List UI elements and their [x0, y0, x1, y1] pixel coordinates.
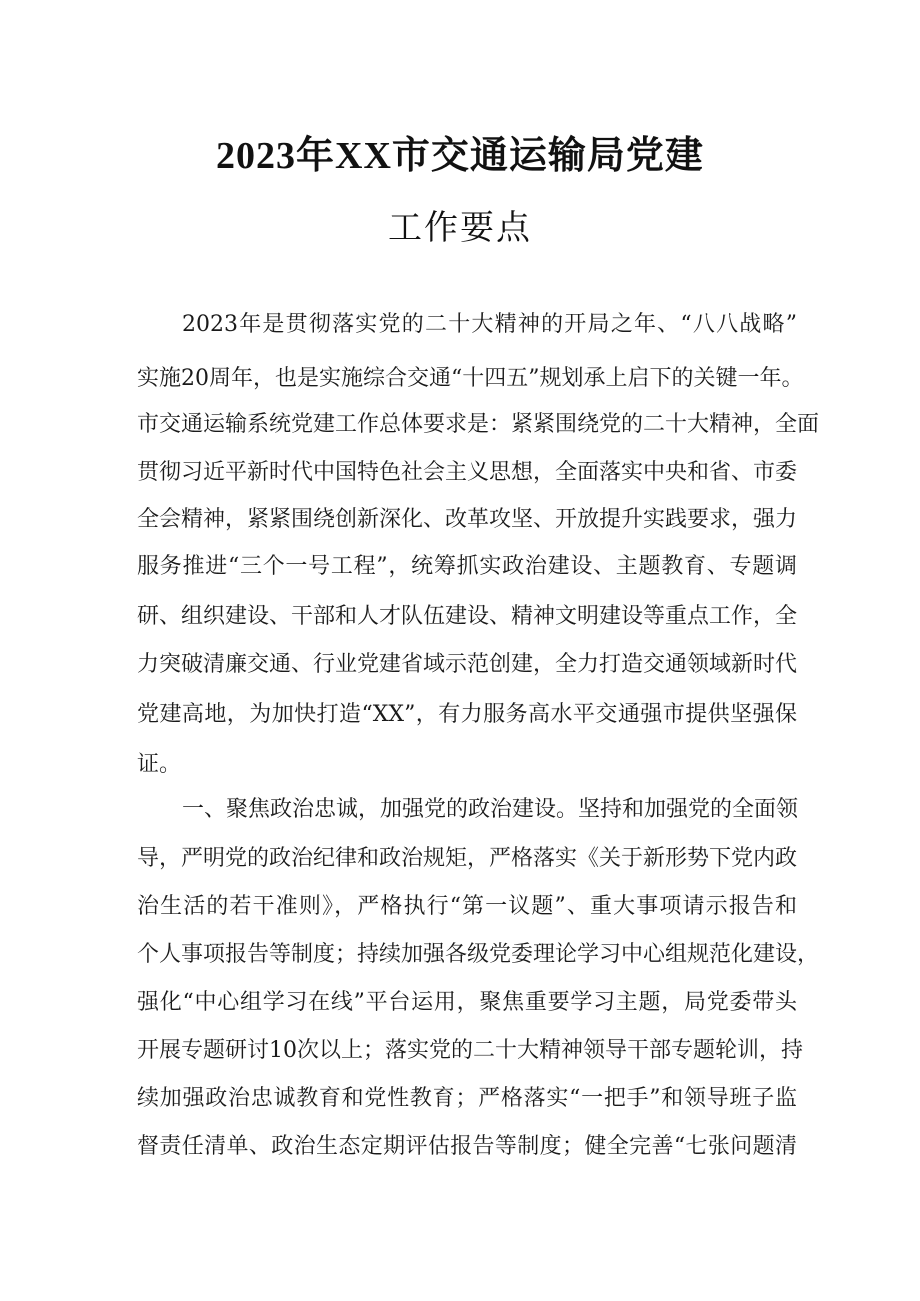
paragraph-1-line: 力突破清廉交通、行业党建省域示范创建，全力打造交通领域新时代: [137, 652, 798, 677]
paragraph-2-line: 督责任清单、政治生态定期评估报告等制度；健全完善“七张问题清: [137, 1134, 797, 1159]
document-title-line-1: 2023年XX市交通运输局党建: [216, 135, 704, 177]
paragraph-1-line: 全会精神，紧紧围绕创新深化、改革攻坚、开放提升实践要求，强力: [137, 507, 798, 532]
paragraph-2-line: 导，严明党的政治纪律和政治规矩，严格落实《关于新形势下党内政: [137, 846, 798, 871]
paragraph-1-line: 党建高地，为加快打造“XX”，有力服务高水平交通强市提供坚强保: [137, 702, 797, 727]
paragraph-2-line: 治生活的若干准则》，严格执行“第一议题”、重大事项请示报告和: [137, 894, 797, 919]
paragraph-1-line: 研、组织建设、干部和人才队伍建设、精神文明建设等重点工作，全: [137, 604, 798, 629]
document-title-line-2: 工作要点: [388, 208, 532, 248]
paragraph-1-line: 市交通运输系统党建工作总体要求是：紧紧围绕党的二十大精神，全面: [137, 412, 820, 437]
paragraph-1-line: 服务推进“三个一号工程”，统筹抓实政治建设、主题教育、专题调: [137, 554, 797, 579]
paragraph-1-line: 2023年是贯彻落实党的二十大精神的开局之年、“八八战略”: [182, 312, 797, 337]
paragraph-1-line: 证。: [137, 752, 182, 777]
paragraph-2-line: 个人事项报告等制度；持续加强各级党委理论学习中心组规范化建设，: [137, 942, 820, 967]
paragraph-1-line: 贯彻习近平新时代中国特色社会主义思想，全面落实中央和省、市委: [137, 460, 798, 485]
paragraph-2-line: 强化“中心组学习在线”平台运用，聚焦重要学习主题，局党委带头: [137, 990, 797, 1015]
paragraph-2-line: 续加强政治忠诚教育和党性教育；严格落实“一把手”和领导班子监: [137, 1086, 797, 1111]
paragraph-2-line: 一、聚焦政治忠诚，加强党的政治建设。坚持和加强党的全面领: [182, 797, 799, 822]
paragraph-2-line: 开展专题研讨10次以上；落实党的二十大精神领导干部专题轮训，持: [137, 1038, 803, 1063]
paragraph-1-line: 实施20周年，也是实施综合交通“十四五”规划承上启下的关键一年。: [137, 366, 804, 391]
